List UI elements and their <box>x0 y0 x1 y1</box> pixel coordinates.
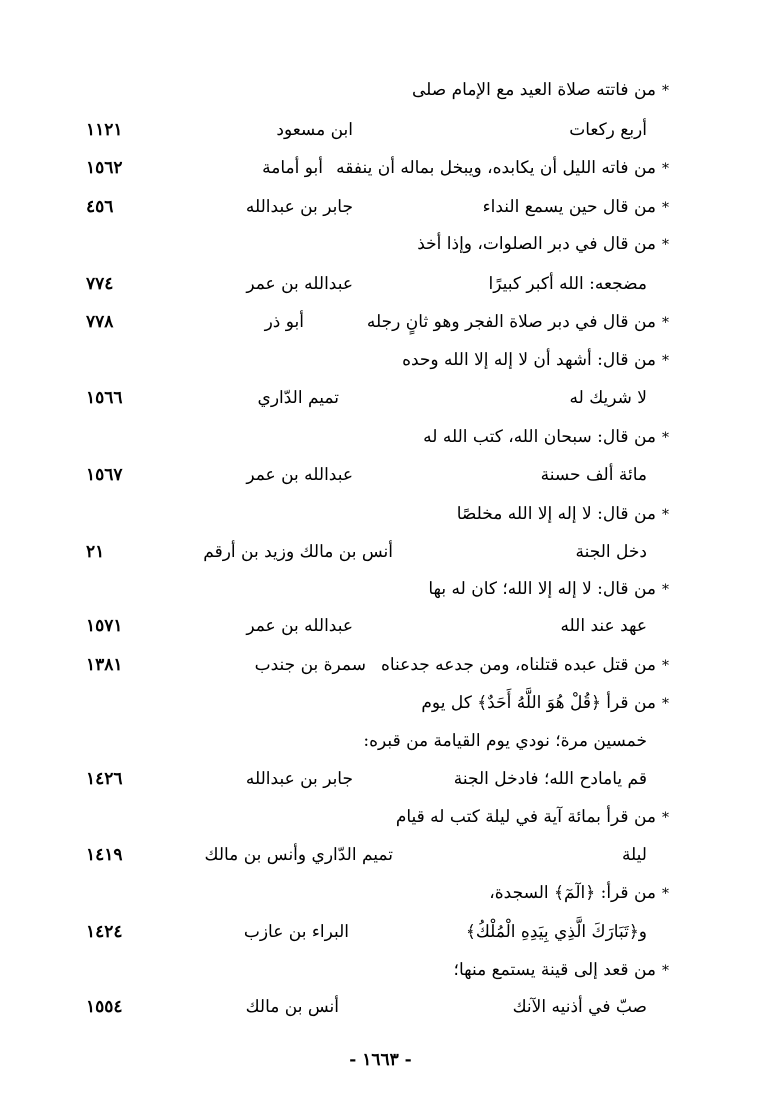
index-line <box>0 609 761 643</box>
entry-text: *من قال: لا إله إلا الله مخلصًا <box>456 504 669 524</box>
entry-text: قم يامادح الله؛ فادخل الجنة <box>453 769 647 789</box>
narrator: تميم الدّاري وأنس بن مالك <box>204 845 393 865</box>
narrator: ابن مسعود <box>276 120 353 140</box>
star-bullet: * <box>662 353 669 369</box>
index-line <box>0 497 761 531</box>
narrator: البراء بن عازب <box>243 922 349 942</box>
entry-text: لا شريك له <box>569 388 647 408</box>
index-line <box>0 572 761 606</box>
index-line <box>0 343 761 377</box>
star-bullet: * <box>662 696 669 712</box>
entry-text: دخل الجنة <box>575 542 647 562</box>
star-bullet: * <box>662 507 669 523</box>
page-reference: ١٥٥٤ <box>86 997 123 1017</box>
index-line <box>0 648 761 682</box>
page-number: - ١٦٦٣ - <box>349 1050 412 1070</box>
star-bullet: * <box>662 315 669 331</box>
narrator: أنس بن مالك وزيد بن أرقم <box>203 542 393 562</box>
entry-text: *من قال في دبر صلاة الفجر وهو ثانٍ رجله <box>366 312 669 332</box>
entry-text: *من فاته الليل أن يكابده، ويبخل بماله أن ينفقه <box>336 158 669 178</box>
star-bullet: * <box>662 582 669 598</box>
entry-text: خمسين مرة؛ نودي يوم القيامة من قبره: <box>363 731 647 751</box>
narrator: عبدالله بن عمر <box>246 616 353 636</box>
page-reference: ١٣٨١ <box>86 655 123 675</box>
index-line <box>0 535 761 569</box>
index-line <box>0 724 761 758</box>
entry-text: *من قرأ: ﴿الٓمٓ﴾ السجدة، <box>489 883 669 903</box>
narrator: تميم الدّاري <box>257 388 339 408</box>
index-line <box>0 190 761 224</box>
star-bullet: * <box>662 200 669 216</box>
star-bullet: * <box>662 237 669 253</box>
index-line <box>0 990 761 1024</box>
index-line <box>0 762 761 796</box>
entry-text: أربع ركعات <box>569 120 647 140</box>
page-reference: ١٤١٩ <box>86 845 123 865</box>
page-reference: ١٥٦٢ <box>86 158 123 178</box>
page-reference: ١٤٢٦ <box>86 769 123 789</box>
page-reference: ١٥٦٧ <box>86 465 123 485</box>
index-line <box>0 458 761 492</box>
index-line <box>0 686 761 720</box>
page-reference: ٧٧٨ <box>86 312 114 332</box>
index-line <box>0 73 761 107</box>
entry-text: ليلة <box>621 845 647 865</box>
star-bullet: * <box>662 430 669 446</box>
entry-text: *من قال: سبحان الله، كتب الله له <box>423 427 669 447</box>
entry-text: عهد عند الله <box>560 616 647 636</box>
entry-text: *من قال: أشهد أن لا إله إلا الله وحده <box>402 350 669 370</box>
narrator: عبدالله بن عمر <box>246 465 353 485</box>
star-bullet: * <box>662 83 669 99</box>
page-reference: ١٤٢٤ <box>86 922 123 942</box>
narrator: جابر بن عبدالله <box>245 769 353 789</box>
page-reference: ٢١ <box>86 542 105 562</box>
narrator: أبو ذر <box>264 312 304 332</box>
entry-text: *من قرأ بمائة آية في ليلة كتب له قيام <box>395 807 669 827</box>
entry-text: صبّ في أذنيه الآنك <box>512 997 647 1017</box>
index-line <box>0 151 761 185</box>
index-line <box>0 381 761 415</box>
entry-text: *من قال في دبر الصلوات، وإذا أخذ <box>417 234 669 254</box>
index-line <box>0 113 761 147</box>
index-line <box>0 305 761 339</box>
narrator: جابر بن عبدالله <box>245 197 353 217</box>
page-reference: ٤٥٦ <box>86 197 114 217</box>
star-bullet: * <box>662 963 669 979</box>
star-bullet: * <box>662 658 669 674</box>
star-bullet: * <box>662 886 669 902</box>
page-reference: ١١٢١ <box>86 120 123 140</box>
entry-text: مائة ألف حسنة <box>540 465 647 485</box>
entry-text: *من قال حين يسمع النداء <box>482 197 669 217</box>
index-line <box>0 267 761 301</box>
star-bullet: * <box>662 810 669 826</box>
index-line <box>0 953 761 987</box>
narrator: أبو أمامة <box>262 158 323 178</box>
entry-text: *من قال: لا إله إلا الله؛ كان له بها <box>428 579 669 599</box>
index-line <box>0 420 761 454</box>
narrator: عبدالله بن عمر <box>246 274 353 294</box>
index-line <box>0 915 761 949</box>
entry-text: مضجعه: الله أكبر كبيرًا <box>488 274 647 294</box>
entry-text: *من قرأ ﴿قُلْ هُوَ اللَّهُ أَحَدٌ﴾ كل يوم <box>421 693 669 713</box>
star-bullet: * <box>662 161 669 177</box>
entry-text: *من قعد إلى قينة يستمع منها؛ <box>453 960 669 980</box>
page-reference: ١٥٧١ <box>86 616 123 636</box>
page-reference: ١٥٦٦ <box>86 388 123 408</box>
page-reference: ٧٧٤ <box>86 274 114 294</box>
narrator: أنس بن مالك <box>245 997 339 1017</box>
index-line <box>0 876 761 910</box>
narrator: سمرة بن جندب <box>254 655 366 675</box>
index-line <box>0 838 761 872</box>
entry-text: *من فاتته صلاة العيد مع الإمام صلى <box>411 80 669 100</box>
entry-text: و﴿تَبَارَكَ الَّذِي بِيَدِهِ الْمُلْكُ﴾ <box>465 922 647 942</box>
index-line <box>0 227 761 261</box>
entry-text: *من قتل عبده قتلناه، ومن جدعه جدعناه <box>380 655 669 675</box>
index-line <box>0 800 761 834</box>
